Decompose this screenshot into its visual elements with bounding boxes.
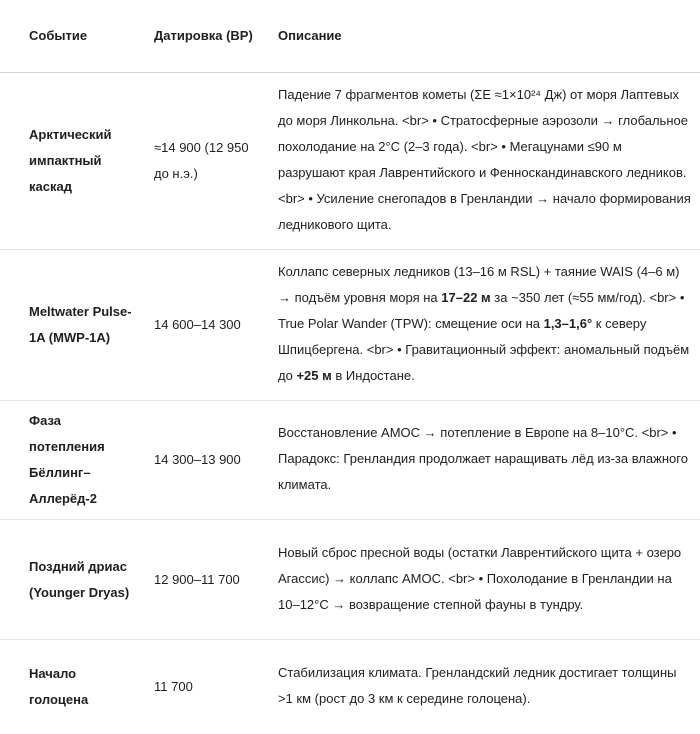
description-text: Восстановление AMOC → потепление в Европе на 8–10°C. <br> • Парадокс: Гренландия продолжает наращивать лёд из-за влажного климата. — [278, 425, 688, 492]
dating-cell: ≈14 900 (12 950 до н.э.) — [150, 73, 274, 250]
event-cell: Meltwater Pulse-1A (MWP-1A) — [0, 250, 150, 401]
description-text: к северу Шпицбергена. <br> • Гравитационный эффект: аномальный подъём до — [278, 316, 690, 383]
description-cell — [274, 640, 700, 734]
dating-cell: 14 300–13 900 — [150, 401, 274, 520]
description-cell — [274, 401, 700, 520]
description-text: за ~350 лет (≈55 мм/год). <br> • True Polar Wander (TPW): смещение оси на — [278, 290, 685, 331]
description-text: Новый сброс пресной воды (остатки Лаврентийского щита + озеро Агассис) → коллапс AMOC. <br> • Похолодание в Гренландии на 10–12°C → возвращение степной фауны в тундру. — [278, 544, 682, 612]
table-row — [0, 520, 700, 640]
event-cell: Арктический импактный каскад — [0, 73, 150, 250]
event-cell: Поздний дриас (Younger Dryas) — [0, 520, 150, 640]
description-bold-axis-shift: 1,3–1,6° — [543, 316, 593, 331]
header-event: Событие — [0, 0, 150, 73]
description-cell — [274, 520, 700, 640]
description-cell — [274, 73, 700, 250]
table-row — [0, 73, 700, 250]
description-bold-sea-rise: 17–22 м — [441, 290, 491, 305]
description-text: Коллапс северных ледников (13–16 м RSL) + таяние WAIS (4–6 м) → подъём уровня моря на — [278, 264, 680, 305]
dating-cell: 14 600–14 300 — [150, 250, 274, 401]
description-text: Падение 7 фрагментов кометы (ΣE ≈1×10²⁴ Дж) от моря Лаптевых до моря Линкольна. <br> • Стратосферные аэрозоли → глобальное похолодание на 2°C (2–3 года). <br> • Мегацунами ≤90 м разрушают края Лаврентийского и Фенноскандинавского ледников. <br> • Усиление снегопадов в Гренландии → начало формирования ледникового щита. — [278, 87, 691, 232]
table-row — [0, 640, 700, 734]
description-text: Стабилизация климата. Гренландский ледник достигает толщины >1 км (рост до 3 км к середине голоцена). — [278, 664, 677, 706]
description-bold-anomaly: +25 м — [296, 368, 332, 383]
table-header-row — [0, 0, 700, 73]
table-row — [0, 250, 700, 401]
event-cell: Фаза потепления Бёллинг–Аллерёд-2 — [0, 401, 150, 520]
header-description: Описание — [274, 0, 700, 73]
description-cell — [274, 250, 700, 401]
event-cell: Начало голоцена — [29, 665, 89, 707]
header-dating: Датировка (BP) — [150, 0, 274, 73]
table-row — [0, 401, 700, 520]
dating-cell: 11 700 — [154, 678, 193, 694]
description-text: в Индостане. — [331, 368, 415, 383]
dating-cell: 12 900–11 700 — [150, 520, 274, 640]
